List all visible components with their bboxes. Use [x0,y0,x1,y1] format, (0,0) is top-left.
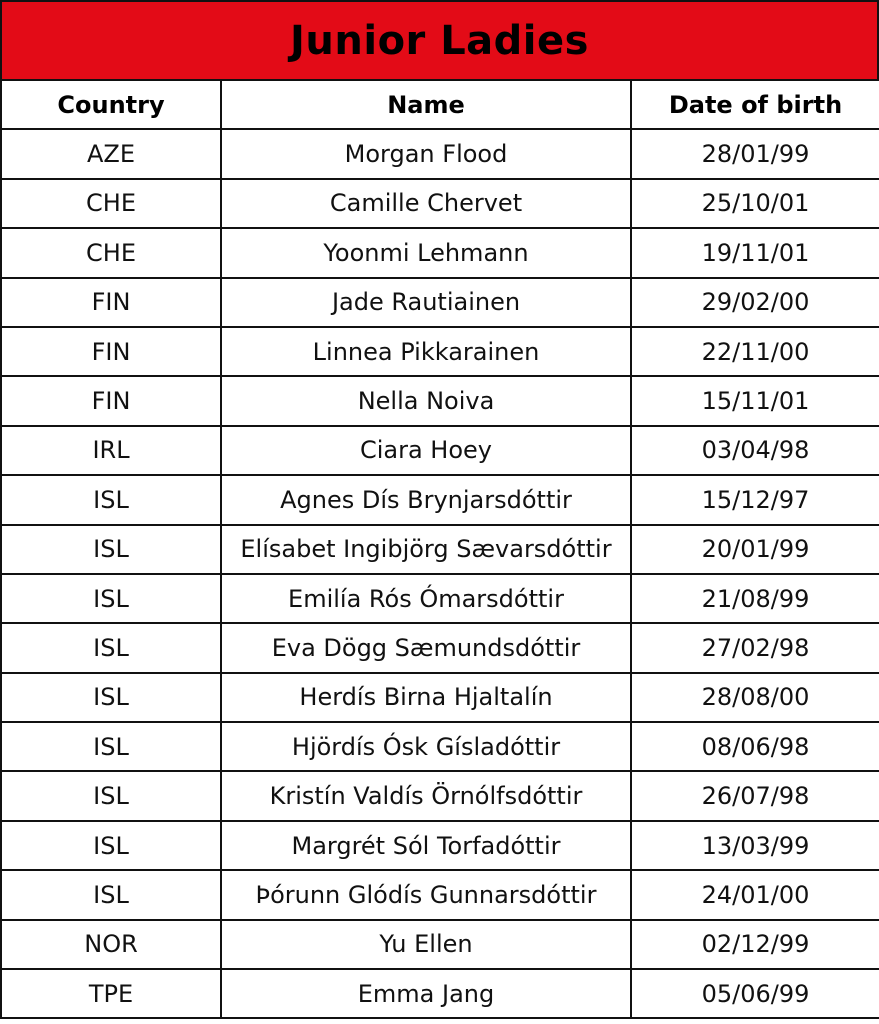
country-cell: CHE [1,179,221,228]
table-row [1,920,879,969]
table-row [1,278,879,327]
country-cell: FIN [1,327,221,376]
date-of-birth-cell: 13/03/99 [631,821,879,870]
date-of-birth-cell: 28/01/99 [631,129,879,178]
name-cell: Nella Noiva [221,376,631,425]
country-cell: AZE [1,129,221,178]
name-cell: Margrét Sól Torfadóttir [221,821,631,870]
table-row [1,228,879,277]
name-cell: Emma Jang [221,969,631,1018]
name-cell: Yoonmi Lehmann [221,228,631,277]
table-row [1,327,879,376]
table-row [1,870,879,919]
name-cell: Hjördís Ósk Gísladóttir [221,722,631,771]
name-cell: Morgan Flood [221,129,631,178]
name-cell: Emilía Rós Ómarsdóttir [221,574,631,623]
table-row [1,673,879,722]
roster-body [1,129,879,1018]
table-row [1,426,879,475]
country-cell: FIN [1,376,221,425]
date-of-birth-cell: 22/11/00 [631,327,879,376]
date-of-birth-cell: 21/08/99 [631,574,879,623]
name-cell: Herdís Birna Hjaltalín [221,673,631,722]
name-cell: Jade Rautiainen [221,278,631,327]
country-cell: ISL [1,525,221,574]
title-bar [0,0,879,81]
name-cell: Camille Chervet [221,179,631,228]
country-cell: IRL [1,426,221,475]
country-cell: CHE [1,228,221,277]
table-row [1,179,879,228]
date-of-birth-cell: 03/04/98 [631,426,879,475]
header-row [1,80,879,129]
date-of-birth-cell: 20/01/99 [631,525,879,574]
table-row [1,376,879,425]
name-cell: Elísabet Ingibjörg Sævarsdóttir [221,525,631,574]
name-cell: Ciara Hoey [221,426,631,475]
name-cell: Linnea Pikkarainen [221,327,631,376]
country-cell: ISL [1,821,221,870]
date-of-birth-cell: 29/02/00 [631,278,879,327]
country-cell: ISL [1,722,221,771]
country-cell: ISL [1,771,221,820]
date-of-birth-cell: 24/01/00 [631,870,879,919]
name-cell: Eva Dögg Sæmundsdóttir [221,623,631,672]
column-header-country: Country [1,80,221,129]
date-of-birth-cell: 15/12/97 [631,475,879,524]
table-row [1,722,879,771]
name-cell: Kristín Valdís Örnólfsdóttir [221,771,631,820]
page-title: Junior Ladies [290,17,589,64]
table-row [1,475,879,524]
country-cell: ISL [1,574,221,623]
table-row [1,771,879,820]
country-cell: ISL [1,475,221,524]
date-of-birth-cell: 19/11/01 [631,228,879,277]
date-of-birth-cell: 08/06/98 [631,722,879,771]
roster-table [0,79,879,1019]
date-of-birth-cell: 25/10/01 [631,179,879,228]
date-of-birth-cell: 02/12/99 [631,920,879,969]
column-header-name: Name [221,80,631,129]
country-cell: FIN [1,278,221,327]
date-of-birth-cell: 28/08/00 [631,673,879,722]
table-row [1,623,879,672]
country-cell: ISL [1,623,221,672]
country-cell: ISL [1,870,221,919]
country-cell: ISL [1,673,221,722]
table-row [1,821,879,870]
name-cell: Agnes Dís Brynjarsdóttir [221,475,631,524]
date-of-birth-cell: 27/02/98 [631,623,879,672]
name-cell: Þórunn Glódís Gunnarsdóttir [221,870,631,919]
name-cell: Yu Ellen [221,920,631,969]
date-of-birth-cell: 26/07/98 [631,771,879,820]
date-of-birth-cell: 15/11/01 [631,376,879,425]
date-of-birth-cell: 05/06/99 [631,969,879,1018]
table-row [1,129,879,178]
table-row [1,574,879,623]
table-row [1,525,879,574]
column-header-date-of-birth: Date of birth [631,80,879,129]
country-cell: TPE [1,969,221,1018]
country-cell: NOR [1,920,221,969]
table-row [1,969,879,1018]
